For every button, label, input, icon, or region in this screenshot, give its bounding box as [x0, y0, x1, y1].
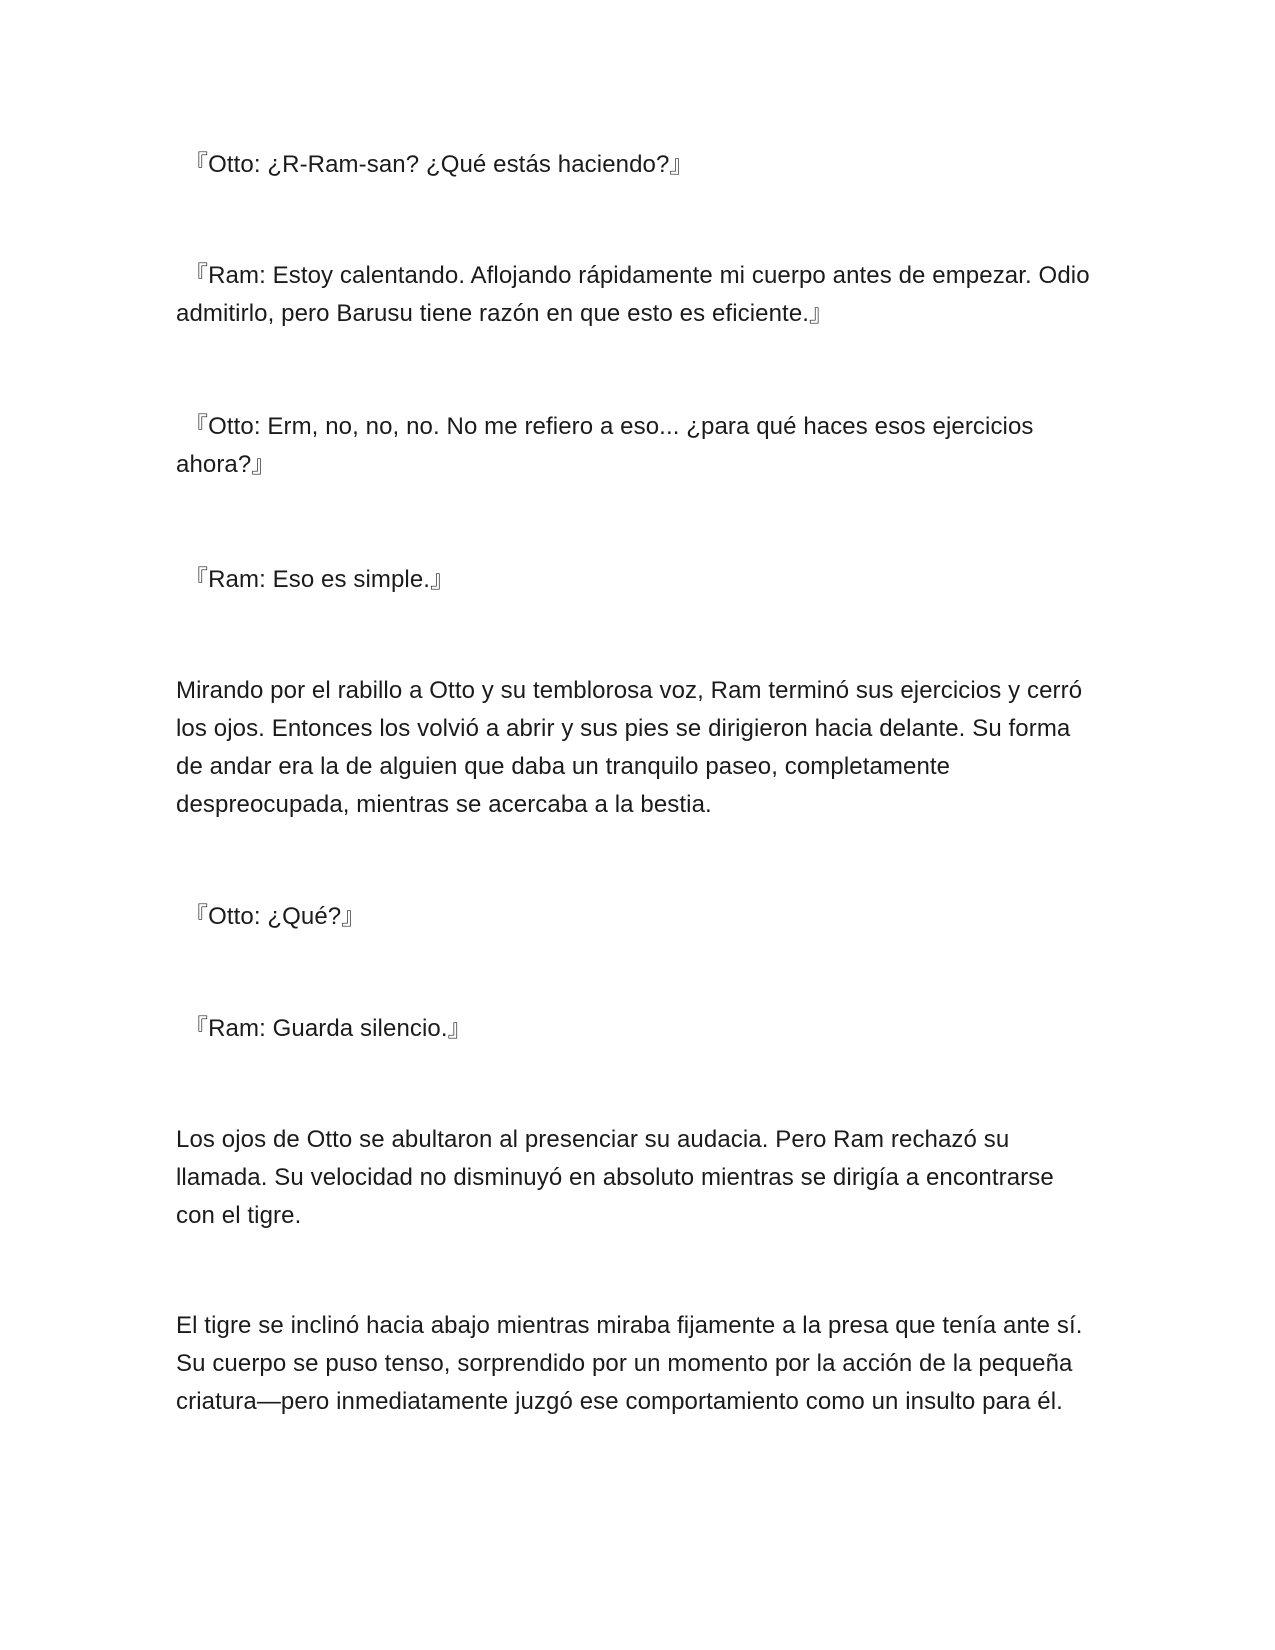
dialogue-otto-2: 『Otto: Erm, no, no, no. No me refiero a eso... ¿para qué haces esos ejercicios ahora?』 [176, 413, 1034, 478]
dialogue-ram-3: 『Ram: Guarda silencio.』 [184, 1015, 472, 1042]
dialogue-otto-3: 『Otto: ¿Qué?』 [184, 903, 366, 930]
dialogue-ram-1: 『Ram: Estoy calentando. Aflojando rápidamente mi cuerpo antes de empezar. Odio admitirlo, pero Barusu tiene razón en que esto es eficiente.』 [176, 262, 1090, 327]
narration-paragraph-1: Mirando por el rabillo a Otto y su temblorosa voz, Ram terminó sus ejercicios y cerró los ojos. Entonces los volvió a abrir y sus pies se dirigieron hacia delante. Su forma de andar era la de alguien que daba un tranquilo paseo, completamente despreocupada, mientras se acercaba a la bestia. [176, 677, 1083, 818]
dialogue-ram-2: 『Ram: Eso es simple.』 [184, 566, 455, 593]
narration-paragraph-3: El tigre se inclinó hacia abajo mientras miraba fijamente a la presa que tenía ante sí. Su cuerpo se puso tenso, sorprendido por un momento por la acción de la pequeña criatura—pero inmediatamente juzgó ese comportamiento como un insulto para él. [176, 1312, 1083, 1415]
narration-paragraph-2: Los ojos de Otto se abultaron al presenciar su audacia. Pero Ram rechazó su llamada. Su velocidad no disminuyó en absoluto mientras se dirigía a encontrarse con el tigre. [176, 1126, 1054, 1229]
dialogue-otto-1: 『Otto: ¿R-Ram-san? ¿Qué estás haciendo?』 [184, 151, 694, 178]
